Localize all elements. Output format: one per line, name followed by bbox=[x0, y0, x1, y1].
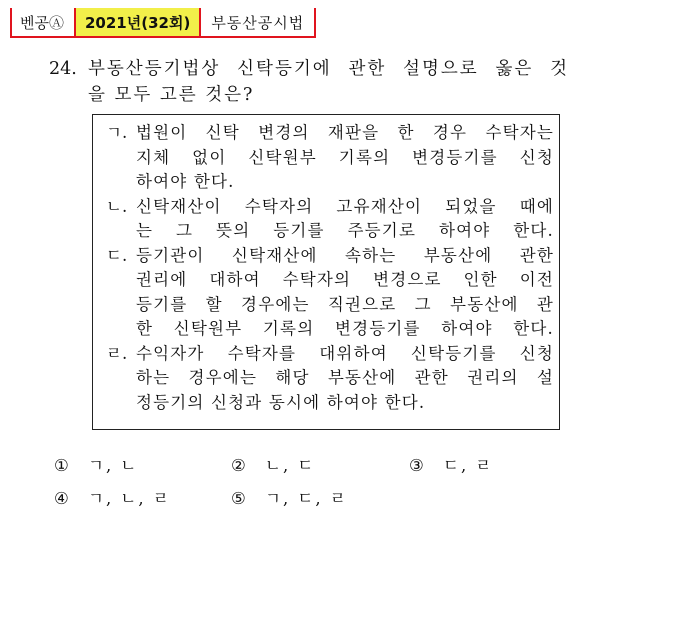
choice-5[interactable] bbox=[231, 482, 348, 515]
choice-number: ③ bbox=[409, 456, 426, 475]
statement-box bbox=[92, 114, 560, 430]
statement-item bbox=[102, 121, 554, 195]
statement-line: 한 신탁원부 기록의 변경등기를 하여야 한다. bbox=[136, 319, 554, 338]
choice-text: ㄷ, ㄹ bbox=[443, 456, 494, 475]
choice-3[interactable] bbox=[409, 449, 493, 482]
choice-text: ㄱ, ㄴ, ㄹ bbox=[88, 489, 171, 508]
exam-tag-left: 벤공Ⓐ bbox=[10, 8, 74, 36]
statement-line: 정등기의 신청과 동시에 하여야 한다. bbox=[136, 392, 426, 412]
choice-text: ㄱ, ㄷ, ㄹ bbox=[265, 489, 348, 508]
question-number: 24. bbox=[49, 59, 77, 79]
statement-label: ㄱ. bbox=[106, 123, 128, 142]
statement-line: 수익자가 수탁자를 대위하여 신탁등기를 신청 bbox=[136, 343, 554, 363]
statement-line: 권리에 대하여 수탁자의 변경으로 인한 이전 bbox=[136, 270, 554, 289]
statement-line: 법원이 신탁 변경의 재판을 한 경우 수탁자는 bbox=[136, 123, 554, 142]
choice-number: ⑤ bbox=[231, 489, 248, 508]
statement-item bbox=[102, 195, 554, 244]
statement-line: 등기를 할 경우에는 직권으로 그 부동산에 관 bbox=[136, 294, 554, 314]
choice-number: ② bbox=[231, 456, 248, 475]
statement-label: ㄴ. bbox=[106, 196, 128, 216]
statement-line: 하여야 한다. bbox=[136, 172, 235, 191]
statement-label: ㄹ. bbox=[106, 343, 128, 363]
choice-4[interactable] bbox=[54, 482, 171, 515]
statement-line: 지체 없이 신탁원부 기록의 변경등기를 신청 bbox=[136, 147, 554, 167]
choice-text: ㄴ, ㄷ bbox=[265, 456, 316, 475]
exam-tag-bar bbox=[10, 8, 316, 38]
choice-number: ④ bbox=[54, 489, 71, 508]
statement-label: ㄷ. bbox=[106, 245, 128, 265]
choice-2[interactable] bbox=[231, 449, 315, 482]
statement-line: 는 그 뜻의 등기를 주등기로 하여야 한다. bbox=[136, 221, 554, 240]
choice-1[interactable] bbox=[54, 449, 138, 482]
statement-item bbox=[102, 244, 554, 342]
statement-line: 하는 경우에는 해당 부동산에 관한 권리의 설 bbox=[136, 368, 554, 387]
choice-number: ① bbox=[54, 456, 71, 475]
statement-line: 신탁재산이 수탁자의 고유재산이 되었을 때에 bbox=[136, 196, 554, 216]
exam-year-tag: 2021년(32회) bbox=[74, 8, 201, 36]
statement-line: 등기관이 신탁재산에 속하는 부동산에 관한 bbox=[136, 245, 554, 265]
question-text-line2: 을 모두 고른 것은? bbox=[88, 85, 255, 105]
question bbox=[49, 56, 569, 108]
question-text-line1: 부동산등기법상 신탁등기에 관한 설명으로 옳은 것 bbox=[88, 59, 569, 79]
choice-text: ㄱ, ㄴ bbox=[88, 456, 139, 475]
statement-item bbox=[102, 342, 554, 416]
exam-subject-tag: 부동산공시법 bbox=[201, 8, 316, 36]
